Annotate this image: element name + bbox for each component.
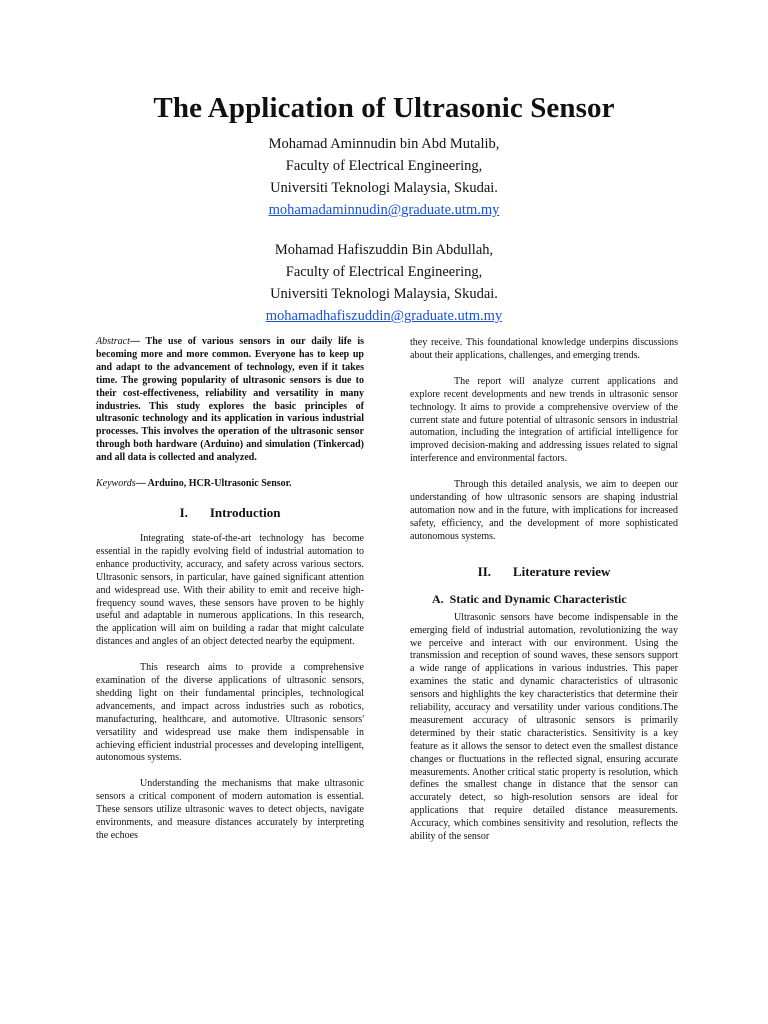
literature-paragraph-1: Ultrasonic sensors have become indispensable in the emerging field of industrial automation, revolutionizing the way we perceive and interact with our environment. Using the transmission and reception of sound waves, these sensors support a wide range of applications in various industries. This paper examines the static and dynamic characteristics of ultrasonic sensors and highlights the key characteristics that determine their reliability, accuracy and versatility under various conditions.The measurement accuracy of ultrasonic sensors is primarily determined by their static characteristics. Sensitivity is a key feature as it allows the sensor to detect even the smallest distance changes or fluctuations in the reflected signal, ensuring accurate measurements. Another critical static property is resolution, which defines the smallest change in distance that the sensor can accurately detect, so high-resolution sensors are ideal for applications that require detailed distance measurements. Accuracy, which combines sensitivity and resolution, reflects the ability of the sensor bbox=[410, 611, 678, 843]
left-column bbox=[96, 336, 364, 843]
author-block-2 bbox=[0, 239, 768, 327]
section-number: II. bbox=[477, 563, 492, 579]
keywords-label: Keywords bbox=[96, 478, 136, 490]
author-university: Universiti Teknologi Malaysia, Skudai. bbox=[270, 286, 498, 302]
abstract bbox=[96, 336, 364, 465]
keywords bbox=[96, 478, 364, 491]
author-block-1 bbox=[0, 133, 768, 221]
intro-paragraph-2: This research aims to provide a comprehensive examination of the diverse applications of ultrasonic sensors, shedding light on their fundamental principles, technological advancements, and impact across industries such as robotics, manufacturing, healthcare, and automotive. Ultrasonic sensors' versatility and widespread use make them indispensable in achieving efficient industrial processes and developing intelligent, autonomous systems. bbox=[96, 662, 364, 764]
author-name: Mohamad Aminnudin bin Abd Mutalib, bbox=[268, 136, 500, 152]
section-heading-introduction bbox=[96, 505, 364, 521]
intro-paragraph-1: Integrating state-of-the-art technology has become essential in the rapidly evolving field of industrial automation to enhance productivity, accuracy, and safety across various sectors. Ultrasonic sensors, in particular, have gained significant attention and widespread use. With their ability to emit and receive high-frequency sound waves, these sensors have proven to be highly useful and adaptable in numerous applications. In this research, the application will aim on building a radar that might calculate distances and angles of an object detected nearby the equipment. bbox=[96, 532, 364, 648]
paper-title: The Application of Ultrasonic Sensor bbox=[153, 92, 615, 124]
abstract-label: Abstract bbox=[96, 336, 130, 347]
intro-paragraph-3: Understanding the mechanisms that make ultrasonic sensors a critical component of modern automation is essential. These sensors utilize ultrasonic waves to detect objects, navigate environments, and measure distances accurately by interpreting the echoes bbox=[96, 778, 364, 841]
author-university: Universiti Teknologi Malaysia, Skudai. bbox=[270, 180, 498, 196]
author-name: Mohamad Hafiszuddin Bin Abdullah, bbox=[274, 242, 494, 258]
section-heading-literature-review bbox=[410, 564, 678, 580]
intro-paragraph-5: Through this detailed analysis, we aim to deepen our understanding of how ultrasonic sensors are shaping industrial automation now and in the future, with implications for increased safety, efficiency, and the development of more sophisticated autonomous systems. bbox=[410, 479, 678, 542]
intro-paragraph-4: The report will analyze current applications and explore recent developments and new trends in ultrasonic sensor technology. It aims to provide a comprehensive overview of the current state and future potential of ultrasonic sensors in industrial automation, including the integration of artificial intelligence for improved decision-making and addressing issues related to signal interference and environmental factors. bbox=[410, 375, 678, 465]
keywords-text: — Arduino, HCR-Ultrasonic Sensor. bbox=[135, 478, 292, 490]
subsection-heading bbox=[432, 592, 678, 607]
author-email-link[interactable]: mohamadaminnudin@graduate.utm.my bbox=[268, 202, 500, 218]
author-email-link[interactable]: mohamadhafiszuddin@graduate.utm.my bbox=[265, 308, 503, 324]
author-list bbox=[0, 133, 768, 327]
section-title: Introduction bbox=[209, 504, 281, 520]
subsection-number: A. bbox=[432, 591, 444, 606]
right-column bbox=[410, 337, 678, 844]
section-title: Literature review bbox=[513, 563, 611, 579]
abstract-text: — The use of various sensors in our daily life is becoming more and more common. Everyone has to keep up and adapt to the advancement of technology, even if it takes time. The growing popularity of ultrasonic sensors is due to their cost-effectiveness, reliability and versatility in many industries. This study explores the basic principles of ultrasonic technology and its application in various industrial processes. This involves the operation of the ultrasonic sensor through both hardware (Arduino) and simulation (Tinkercad) and all data is collected and analyzed. bbox=[96, 336, 364, 464]
author-faculty: Faculty of Electrical Engineering, bbox=[285, 158, 483, 174]
section-number: I. bbox=[179, 504, 188, 520]
author-faculty: Faculty of Electrical Engineering, bbox=[285, 264, 483, 280]
intro-paragraph-continued: they receive. This foundational knowledge underpins discussions about their applications, challenges, and emerging trends. bbox=[410, 337, 678, 361]
subsection-title: Static and Dynamic Characteristic bbox=[449, 591, 627, 606]
